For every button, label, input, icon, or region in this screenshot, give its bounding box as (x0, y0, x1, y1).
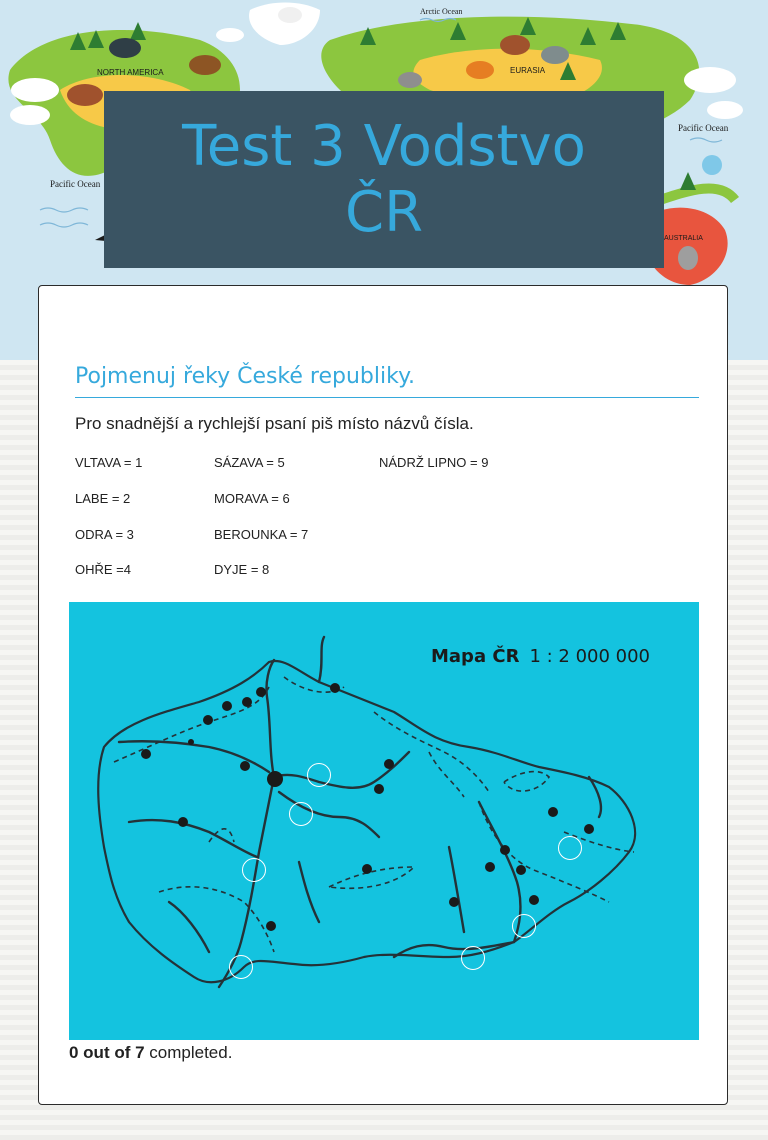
page-title: Test 3 Vodstvo ČR (182, 113, 586, 245)
legend-item-labe: LABE = 2 (75, 491, 131, 506)
legend-item-morava: MORAVA = 6 (214, 491, 290, 506)
river-hotspot-2[interactable] (289, 802, 313, 826)
legend-item-ohre: OHŘE =4 (75, 562, 131, 577)
label-eurasia: EURASIA (510, 66, 546, 75)
map-drawing (69, 602, 699, 1040)
river-hotspot-4[interactable] (558, 836, 582, 860)
map-title: Mapa ČR (431, 646, 520, 667)
river-hotspot-3[interactable] (242, 858, 266, 882)
legend-item-dyje: DYJE = 8 (214, 562, 270, 577)
progress-count: 0 out of 7 (69, 1043, 145, 1062)
label-australia: AUSTRALIA (664, 235, 703, 242)
progress-suffix: completed. (144, 1043, 233, 1062)
title-box (104, 91, 664, 268)
question-card (38, 285, 728, 1105)
czech-rivers-map (69, 602, 699, 1040)
label-pacific-right: Pacific Ocean (678, 123, 729, 133)
legend-item-vltava: VLTAVA = 1 (75, 455, 143, 470)
legend-item-lipno: NÁDRŽ LIPNO = 9 (379, 455, 489, 470)
progress-status (69, 1043, 232, 1063)
legend-item-odra: ODRA = 3 (75, 527, 134, 542)
river-hotspot-1[interactable] (307, 763, 331, 787)
river-hotspot-6[interactable] (461, 946, 485, 970)
label-arctic-ocean: Arctic Ocean (420, 7, 463, 16)
question-heading: Pojmenuj řeky České republiky. (75, 364, 699, 398)
legend-item-sazava: SÁZAVA = 5 (214, 455, 285, 470)
label-north-america: NORTH AMERICA (97, 68, 164, 77)
legend-item-berounka: BEROUNKA = 7 (214, 527, 309, 542)
river-hotspot-7[interactable] (229, 955, 253, 979)
label-pacific-left: Pacific Ocean (50, 179, 101, 189)
river-hotspot-5[interactable] (512, 914, 536, 938)
map-caption (431, 646, 650, 667)
instruction-text: Pro snadnější a rychlejší psaní piš místo názvů čísla. (75, 414, 474, 433)
map-scale: 1 : 2 000 000 (529, 646, 651, 667)
